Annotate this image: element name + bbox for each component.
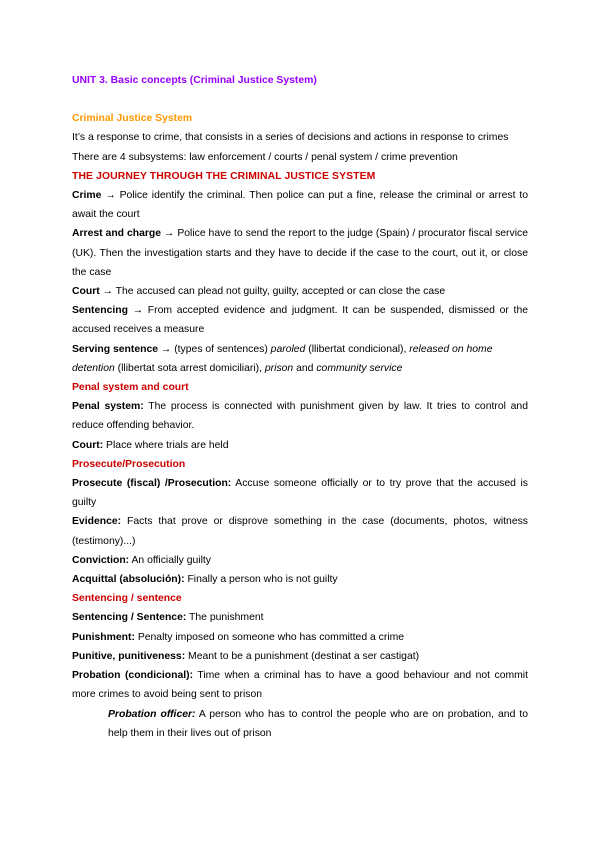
- text-fragment: (llibertat sota arrest domiciliari),: [114, 362, 265, 374]
- term-sentencing: Sentencing →: [72, 305, 144, 317]
- section-heading-journey: THE JOURNEY THROUGH THE CRIMINAL JUSTICE SYSTEM: [72, 170, 376, 182]
- definition-arrest: Police have to send the report to the judge (Spain) / procurator fiscal service (UK). Then the investigation starts and they have to decide if the case to the court, out it, or close the case: [72, 228, 528, 278]
- entry-sentence: [72, 608, 528, 627]
- section-heading-penal-system: Penal system and court: [72, 382, 189, 394]
- entry-probation: [72, 666, 528, 704]
- entry-arrest: [72, 224, 528, 282]
- term-probation: Probation (condicional):: [72, 670, 194, 682]
- document-body: [72, 71, 528, 743]
- term-arrest: Arrest and charge →: [72, 228, 175, 240]
- entry-acquittal: [72, 570, 528, 589]
- entry-court-place: [72, 436, 528, 455]
- term-probation-officer: Probation officer:: [108, 708, 196, 720]
- entry-punitive: [72, 647, 528, 666]
- term-punitive: Punitive, punitiveness:: [72, 650, 186, 662]
- entry-crime: [72, 186, 528, 224]
- entry-penal-system: [72, 397, 528, 435]
- entry-court: [72, 282, 528, 301]
- italic-released: released on home detention: [72, 343, 493, 374]
- text-fragment: and: [293, 362, 317, 374]
- definition-punitive: Meant to be a punishment (destinat a ser castigat): [185, 650, 420, 662]
- unit-title: UNIT 3. Basic concepts (Criminal Justice System): [72, 75, 317, 86]
- entry-punishment: [72, 628, 528, 647]
- text-fragment: (llibertat condicional),: [305, 343, 410, 355]
- section-heading-prosecution: Prosecute/Prosecution: [72, 458, 186, 470]
- paragraph-subsystems: There are 4 subsystems: law enforcement / courts / penal system / crime prevention: [72, 151, 458, 163]
- entry-serving-sentence: [72, 340, 528, 378]
- term-serving-sentence: Serving sentence →: [72, 343, 172, 355]
- entry-prosecute: [72, 474, 528, 512]
- definition-sentencing: From accepted evidence and judgment. It can be suspended, dismissed or the accused receives a measure: [72, 305, 529, 336]
- section-heading-criminal-justice-system: Criminal Justice System: [72, 113, 193, 125]
- italic-community: community service: [316, 362, 403, 374]
- term-penal-system: Penal system:: [72, 401, 144, 413]
- definition-penal-system: The process is connected with punishment given by law. It tries to control and reduce offending behavior.: [72, 401, 528, 432]
- term-prosecute: Prosecute (fiscal) /Prosecution:: [72, 478, 232, 490]
- definition-conviction: An officially guilty: [129, 554, 211, 566]
- definition-evidence: Facts that prove or disprove something in the case (documents, photos, witness (testimony)...): [72, 516, 528, 547]
- entry-sentencing: [72, 301, 528, 339]
- definition-crime: Police identify the criminal. Then police can put a fine, release the criminal or arrest to await the court: [72, 190, 528, 221]
- definition-sentence: The punishment: [186, 612, 264, 624]
- definition-punishment: Penalty imposed on someone who has committed a crime: [134, 631, 405, 643]
- term-conviction: Conviction:: [72, 554, 130, 566]
- italic-paroled: paroled: [270, 343, 306, 355]
- definition-court-place: Place where trials are held: [103, 439, 229, 451]
- entry-probation-officer: [72, 705, 528, 743]
- definition-probation: Time when a criminal has to have a good behaviour and not commit more crimes to avoid being sent to prison: [72, 670, 528, 701]
- term-court-place: Court:: [72, 439, 104, 451]
- entry-evidence: [72, 512, 528, 550]
- definition-acquittal: Finally a person who is not guilty: [184, 574, 338, 586]
- term-crime: Crime →: [72, 190, 116, 202]
- italic-prison: prison: [264, 362, 294, 374]
- text-fragment: (types of sentences): [171, 343, 271, 355]
- term-sentence: Sentencing / Sentence:: [72, 612, 187, 624]
- definition-court: → The accused can plead not guilty, guilty, accepted or can close the case: [99, 286, 446, 298]
- definition-prosecute: Accuse someone officially or to try prove that the accused is guilty: [72, 478, 529, 509]
- entry-conviction: [72, 551, 528, 570]
- term-court: Court: [72, 286, 100, 298]
- paragraph-definition: It’s a response to crime, that consists in a series of decisions and actions in response to crimes: [72, 132, 509, 144]
- definition-probation-officer: A person who has to control the people who are on probation, and to help them in their lives out of prison: [108, 708, 528, 739]
- term-punishment: Punishment:: [72, 631, 135, 643]
- section-heading-sentencing: Sentencing / sentence: [72, 593, 182, 605]
- term-acquittal: Acquittal (absolución):: [72, 574, 185, 586]
- term-evidence: Evidence:: [72, 516, 122, 528]
